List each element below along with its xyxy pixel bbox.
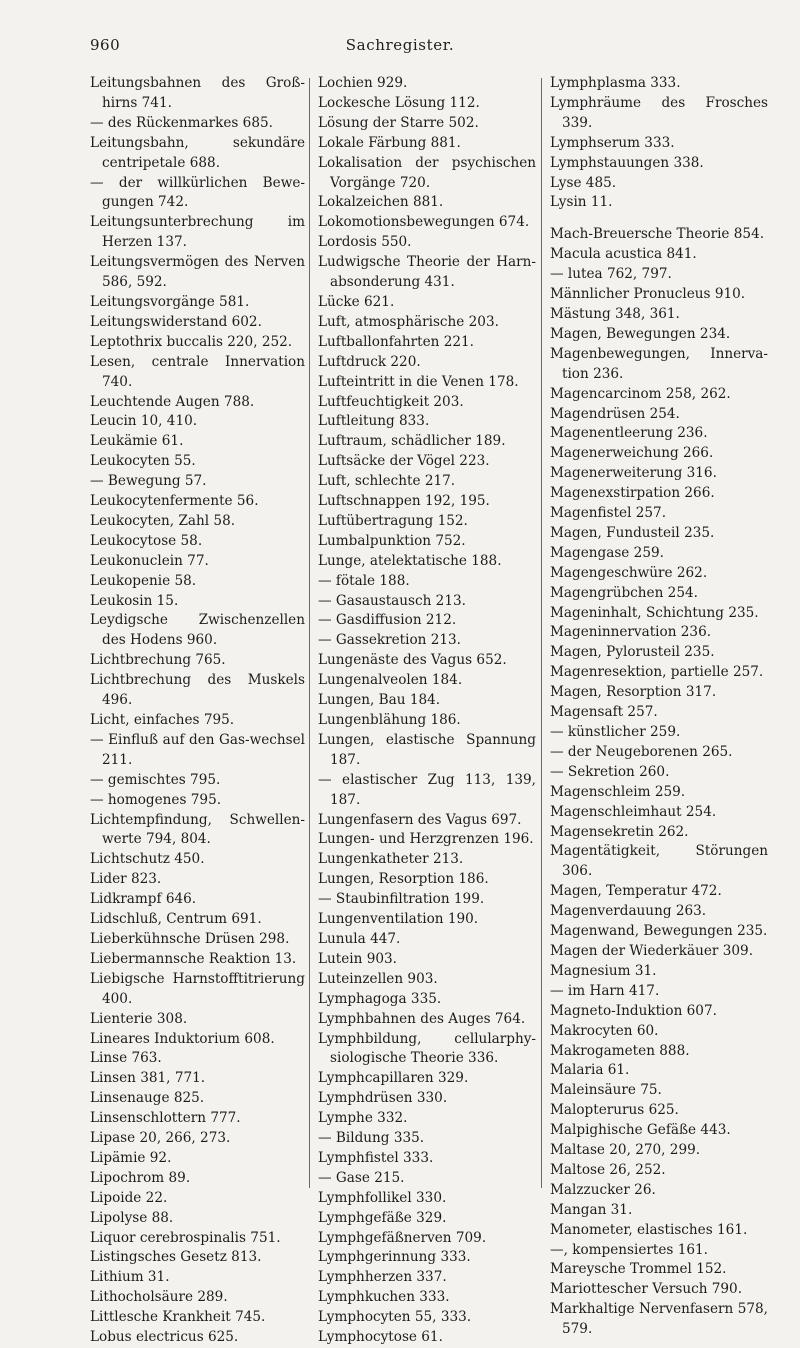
index-entry: Manometer, elastisches 161.: [550, 1221, 748, 1238]
index-entry: — Staubinfiltration 199.: [318, 891, 485, 908]
index-entry: Luftübertragung 152.: [318, 512, 468, 529]
index-entry: Magneto-Induktion 607.: [550, 1002, 717, 1019]
index-entry: Lymphfollikel 330.: [318, 1189, 447, 1206]
index-entry: Lutein 903.: [318, 950, 397, 967]
index-entry: Lymphgefäße 329.: [318, 1209, 447, 1226]
index-entry: Magengrübchen 254.: [550, 584, 698, 601]
index-entry: Lymphgefäßnerven 709.: [318, 1229, 487, 1246]
index-entry: Männlicher Pronucleus 910.: [550, 286, 746, 303]
index-entry: Magen, Temperatur 472.: [550, 883, 722, 900]
index-entry: Magen, Fundusteil 235.: [550, 524, 715, 541]
index-entry: Magensaft 257.: [550, 704, 658, 721]
index-entry: Lungenkatheter 213.: [318, 851, 464, 868]
page-number: 960: [90, 36, 121, 54]
index-entry: Linsenschlottern 777.: [90, 1110, 241, 1127]
index-entry: Leuchtende Augen 788.: [90, 393, 255, 410]
index-entry: Lymphräume des Frosches 339.: [550, 94, 768, 131]
index-entry: — Gassekretion 213.: [318, 632, 461, 649]
index-entry: — Bildung 335.: [318, 1130, 425, 1147]
index-entry: Lichtempfindung, Schwellen-werte 794, 804.: [90, 811, 305, 848]
index-entry: Lunula 447.: [318, 930, 401, 947]
index-entry: Lungen- und Herzgrenzen 196.: [318, 831, 534, 848]
index-entry: — im Harn 417.: [550, 982, 660, 999]
index-entry: Mageninhalt, Schichtung 235.: [550, 604, 759, 621]
index-entry: Malaria 61.: [550, 1062, 630, 1079]
index-entry: Licht, einfaches 795.: [90, 712, 235, 728]
index-entry: Magen, Pylorusteil 235.: [550, 644, 715, 661]
index-entry: Lordosis 550.: [318, 234, 412, 251]
index-entry: Listingsches Gesetz 813.: [90, 1249, 262, 1266]
index-entry: — elastischer Zug 113, 139, 187.: [318, 771, 536, 808]
index-entry: Markhaltige Nervenfasern 578, 579.: [550, 1301, 768, 1338]
index-entry: Magnesium 31.: [550, 962, 657, 979]
index-entry: — Einfluß auf den Gas-wechsel 211.: [90, 731, 305, 768]
index-entry: Lyse 485.: [550, 174, 617, 191]
index-entry: — künstlicher 259.: [550, 724, 681, 740]
index-entry: Luft, schlechte 217.: [318, 473, 456, 490]
column-divider: [309, 78, 310, 1188]
index-entry: Magensekretin 262.: [550, 823, 689, 840]
index-entry: — lutea 762, 797.: [550, 266, 672, 283]
column-divider: [541, 78, 542, 1188]
index-entry: Lokalzeichen 881.: [318, 194, 444, 211]
index-entry: Lunge, atelektatische 188.: [318, 552, 502, 569]
index-entry: — des Rückenmarkes 685.: [90, 114, 273, 131]
index-entry: Lymphfistel 333.: [318, 1149, 434, 1166]
index-entry: — Gasaustausch 213.: [318, 592, 466, 609]
index-entry: — der Neugeborenen 265.: [550, 743, 733, 760]
index-entry: Leptothrix buccalis 220, 252.: [90, 333, 293, 350]
index-entry: Magenexstirpation 266.: [550, 485, 715, 502]
index-entry: Lobus electricus 625.: [90, 1329, 239, 1346]
index-entry: Lokale Färbung 881.: [318, 134, 461, 151]
index-column-2: [318, 74, 536, 1348]
index-entry: Lungen, Bau 184.: [318, 692, 441, 709]
index-entry: Lipoide 22.: [90, 1189, 168, 1206]
index-entry: — Gasdiffusion 212.: [318, 612, 457, 629]
index-entry: Linse 763.: [90, 1050, 162, 1067]
index-entry: Leukämie 61.: [90, 433, 184, 450]
index-entry: Lymphgerinnung 333.: [318, 1249, 471, 1266]
index-entry: Magendrüsen 254.: [550, 405, 680, 422]
index-entry: Lymphocyten 55, 333.: [318, 1309, 472, 1326]
index-entry: —, kompensiertes 161.: [550, 1241, 708, 1258]
index-entry: Leitungsbahn, sekundäre centripetale 688.: [90, 134, 305, 171]
index-entry: Maltase 20, 270, 299.: [550, 1142, 701, 1159]
index-entry: Lipochrom 89.: [90, 1169, 191, 1186]
index-entry: Lungenventilation 190.: [318, 911, 479, 928]
index-entry: — Bewegung 57.: [90, 473, 207, 490]
index-entry: Luftfeuchtigkeit 203.: [318, 393, 464, 410]
index-entry: Mageninnervation 236.: [550, 624, 712, 641]
index-entry: Maltose 26, 252.: [550, 1161, 666, 1178]
index-entry: Lungenblähung 186.: [318, 712, 461, 728]
index-entry: Lymphserum 333.: [550, 134, 675, 151]
index-entry: Liebermannsche Reaktion 13.: [90, 950, 297, 967]
index-entry: Magenwand, Bewegungen 235.: [550, 923, 768, 940]
index-entry: — homogenes 795.: [90, 791, 222, 808]
index-entry: Lithocholsäure 289.: [90, 1289, 228, 1306]
index-entry: Lysin 11.: [550, 194, 613, 211]
index-entry: Lungen, elastische Spannung 187.: [318, 731, 536, 768]
index-entry: Leukosin 15.: [90, 592, 179, 609]
index-entry: Linsenauge 825.: [90, 1090, 205, 1107]
index-entry: — Gase 215.: [318, 1169, 405, 1186]
index-entry: Leukopenie 58.: [90, 572, 197, 589]
index-entry: Lymphocytose 61.: [318, 1329, 443, 1346]
page-header: [0, 36, 800, 60]
index-entry: Leukocytenfermente 56.: [90, 493, 259, 510]
index-entry: Maleinsäure 75.: [550, 1082, 662, 1099]
index-entry: Lymphstauungen 338.: [550, 154, 704, 171]
index-entry: Lienterie 308.: [90, 1010, 188, 1027]
index-entry: Magenfistel 257.: [550, 505, 667, 522]
index-entry: Lücke 621.: [318, 293, 395, 310]
index-entry: — der willkürlichen Bewe-gungen 742.: [90, 174, 305, 211]
index-entry: Lochien 929.: [318, 75, 408, 91]
index-entry: Magengeschwüre 262.: [550, 564, 708, 581]
index-column-3: [550, 74, 768, 1340]
index-entry: — fötale 188.: [318, 572, 410, 589]
index-entry: Lymphdrüsen 330.: [318, 1090, 448, 1107]
index-entry: Leukocyten, Zahl 58.: [90, 512, 236, 529]
index-entry: Lipase 20, 266, 273.: [90, 1130, 231, 1147]
index-entry: Leitungsbahnen des Groß-hirns 741.: [90, 75, 305, 111]
index-entry: Liebigsche Harnstofftitrierung 400.: [90, 970, 305, 1007]
index-entry: Luft, atmosphärische 203.: [318, 313, 499, 330]
index-entry: Magen der Wiederkäuer 309.: [550, 942, 754, 959]
index-entry: Lider 823.: [90, 871, 162, 888]
index-entry: Lungen, Resorption 186.: [318, 871, 489, 888]
index-entry: Mach-Breuersche Theorie 854.: [550, 226, 765, 243]
index-entry: Magenerweiterung 316.: [550, 465, 717, 482]
index-entry: Leucin 10, 410.: [90, 413, 198, 430]
index-entry: — Sekretion 260.: [550, 763, 670, 780]
index-entry: Lymphplasma 333.: [550, 75, 681, 91]
index-entry: Lymphe 332.: [318, 1110, 408, 1127]
index-entry: Leukocyten 55.: [90, 453, 196, 470]
index-entry: Magenentleerung 236.: [550, 425, 708, 442]
index-entry: Lidkrampf 646.: [90, 891, 197, 908]
index-entry: Lineares Induktorium 608.: [90, 1030, 275, 1047]
index-entry: Mariottescher Versuch 790.: [550, 1281, 743, 1298]
index-entry: Makrocyten 60.: [550, 1022, 659, 1039]
index-entry: Lymphbildung, cellularphy-siologische Theorie 336.: [318, 1030, 536, 1067]
index-entry: Macula acustica 841.: [550, 246, 697, 263]
index-entry: Lesen, centrale Innervation 740.: [90, 353, 305, 390]
index-entry: Leukocytose 58.: [90, 532, 203, 549]
index-entry: Malzzucker 26.: [550, 1181, 656, 1198]
index-entry: Magentätigkeit, Störungen 306.: [550, 843, 768, 880]
index-entry: Magengase 259.: [550, 544, 664, 561]
index-entry: Ludwigsche Theorie der Harn-absonderung 431.: [318, 254, 536, 291]
index-entry: Lidschluß, Centrum 691.: [90, 911, 262, 928]
index-entry: Lymphbahnen des Auges 764.: [318, 1010, 526, 1027]
index-entry: Leukonuclein 77.: [90, 552, 209, 569]
index-entry: Mareysche Trommel 152.: [550, 1261, 727, 1278]
index-entry: Lumbalpunktion 752.: [318, 532, 466, 549]
index-entry: Littlesche Krankheit 745.: [90, 1309, 266, 1326]
index-entry: Magenresektion, partielle 257.: [550, 664, 764, 681]
index-entry: Leitungswiderstand 602.: [90, 313, 262, 330]
index-entry: Luftschnappen 192, 195.: [318, 493, 490, 510]
index-entry: Magenschleim 259.: [550, 783, 686, 800]
index-entry: Linsen 381, 771.: [90, 1070, 206, 1087]
index-entry: Liquor cerebrospinalis 751.: [90, 1229, 281, 1246]
running-title: Sachregister.: [345, 36, 455, 54]
index-entry: Lymphagoga 335.: [318, 990, 442, 1007]
index-entry: Magencarcinom 258, 262.: [550, 385, 731, 402]
section-gap: [550, 213, 768, 225]
index-entry: Lithium 31.: [90, 1269, 170, 1286]
index-entry: Lieberkühnsche Drüsen 298.: [90, 930, 290, 947]
index-entry: Malopterurus 625.: [550, 1102, 679, 1119]
index-entry: Mangan 31.: [550, 1201, 633, 1218]
index-entry: Lufteintritt in die Venen 178.: [318, 373, 519, 390]
index-entry: Magenerweichung 266.: [550, 445, 714, 462]
index-entry: Lymphherzen 337.: [318, 1269, 447, 1286]
index-entry: Lokalisation der psychischen Vorgänge 720.: [318, 154, 536, 191]
index-entry: Lymphcapillaren 329.: [318, 1070, 469, 1087]
index-entry: Lichtbrechung des Muskels 496.: [90, 672, 305, 709]
index-entry: Magen, Bewegungen 234.: [550, 325, 731, 342]
index-entry: Magenbewegungen, Innerva-tion 236.: [550, 345, 768, 382]
index-entry: Makrogameten 888.: [550, 1042, 690, 1059]
index-entry: Luteinzellen 903.: [318, 970, 438, 987]
index-entry: Lungenalveolen 184.: [318, 672, 463, 689]
index-entry: Luftdruck 220.: [318, 353, 421, 370]
index-entry: Luftraum, schädlicher 189.: [318, 433, 506, 450]
index-entry: Leydigsche Zwischenzellen des Hodens 960.: [90, 612, 305, 649]
index-entry: Lipämie 92.: [90, 1149, 172, 1166]
index-entry: Luftleitung 833.: [318, 413, 430, 430]
index-entry: Lipolyse 88.: [90, 1209, 174, 1226]
index-entry: Lungenäste des Vagus 652.: [318, 652, 507, 669]
index-entry: Magenverdauung 263.: [550, 903, 707, 920]
index-entry: Luftballonfahrten 221.: [318, 333, 474, 350]
index-entry: Lockesche Lösung 112.: [318, 94, 480, 111]
index-entry: — gemischtes 795.: [90, 771, 221, 788]
index-entry: Leitungsvorgänge 581.: [90, 293, 250, 310]
index-entry: Magenschleimhaut 254.: [550, 803, 717, 820]
index-entry: Lichtschutz 450.: [90, 851, 205, 868]
index-column-1: [90, 74, 305, 1348]
index-entry: Lymphkuchen 333.: [318, 1289, 450, 1306]
index-entry: Leitungsunterbrechung im Herzen 137.: [90, 214, 305, 251]
index-entry: Lichtbrechung 765.: [90, 652, 226, 669]
index-entry: Luftsäcke der Vögel 223.: [318, 453, 490, 470]
index-entry: Lungenfasern des Vagus 697.: [318, 811, 522, 828]
index-entry: Lokomotionsbewegungen 674.: [318, 214, 530, 231]
index-entry: Mästung 348, 361.: [550, 305, 680, 322]
index-entry: Malpighische Gefäße 443.: [550, 1122, 731, 1139]
index-entry: Lösung der Starre 502.: [318, 114, 479, 131]
index-entry: Leitungsvermögen des Nerven 586, 592.: [90, 254, 305, 291]
index-entry: Magen, Resorption 317.: [550, 684, 717, 701]
